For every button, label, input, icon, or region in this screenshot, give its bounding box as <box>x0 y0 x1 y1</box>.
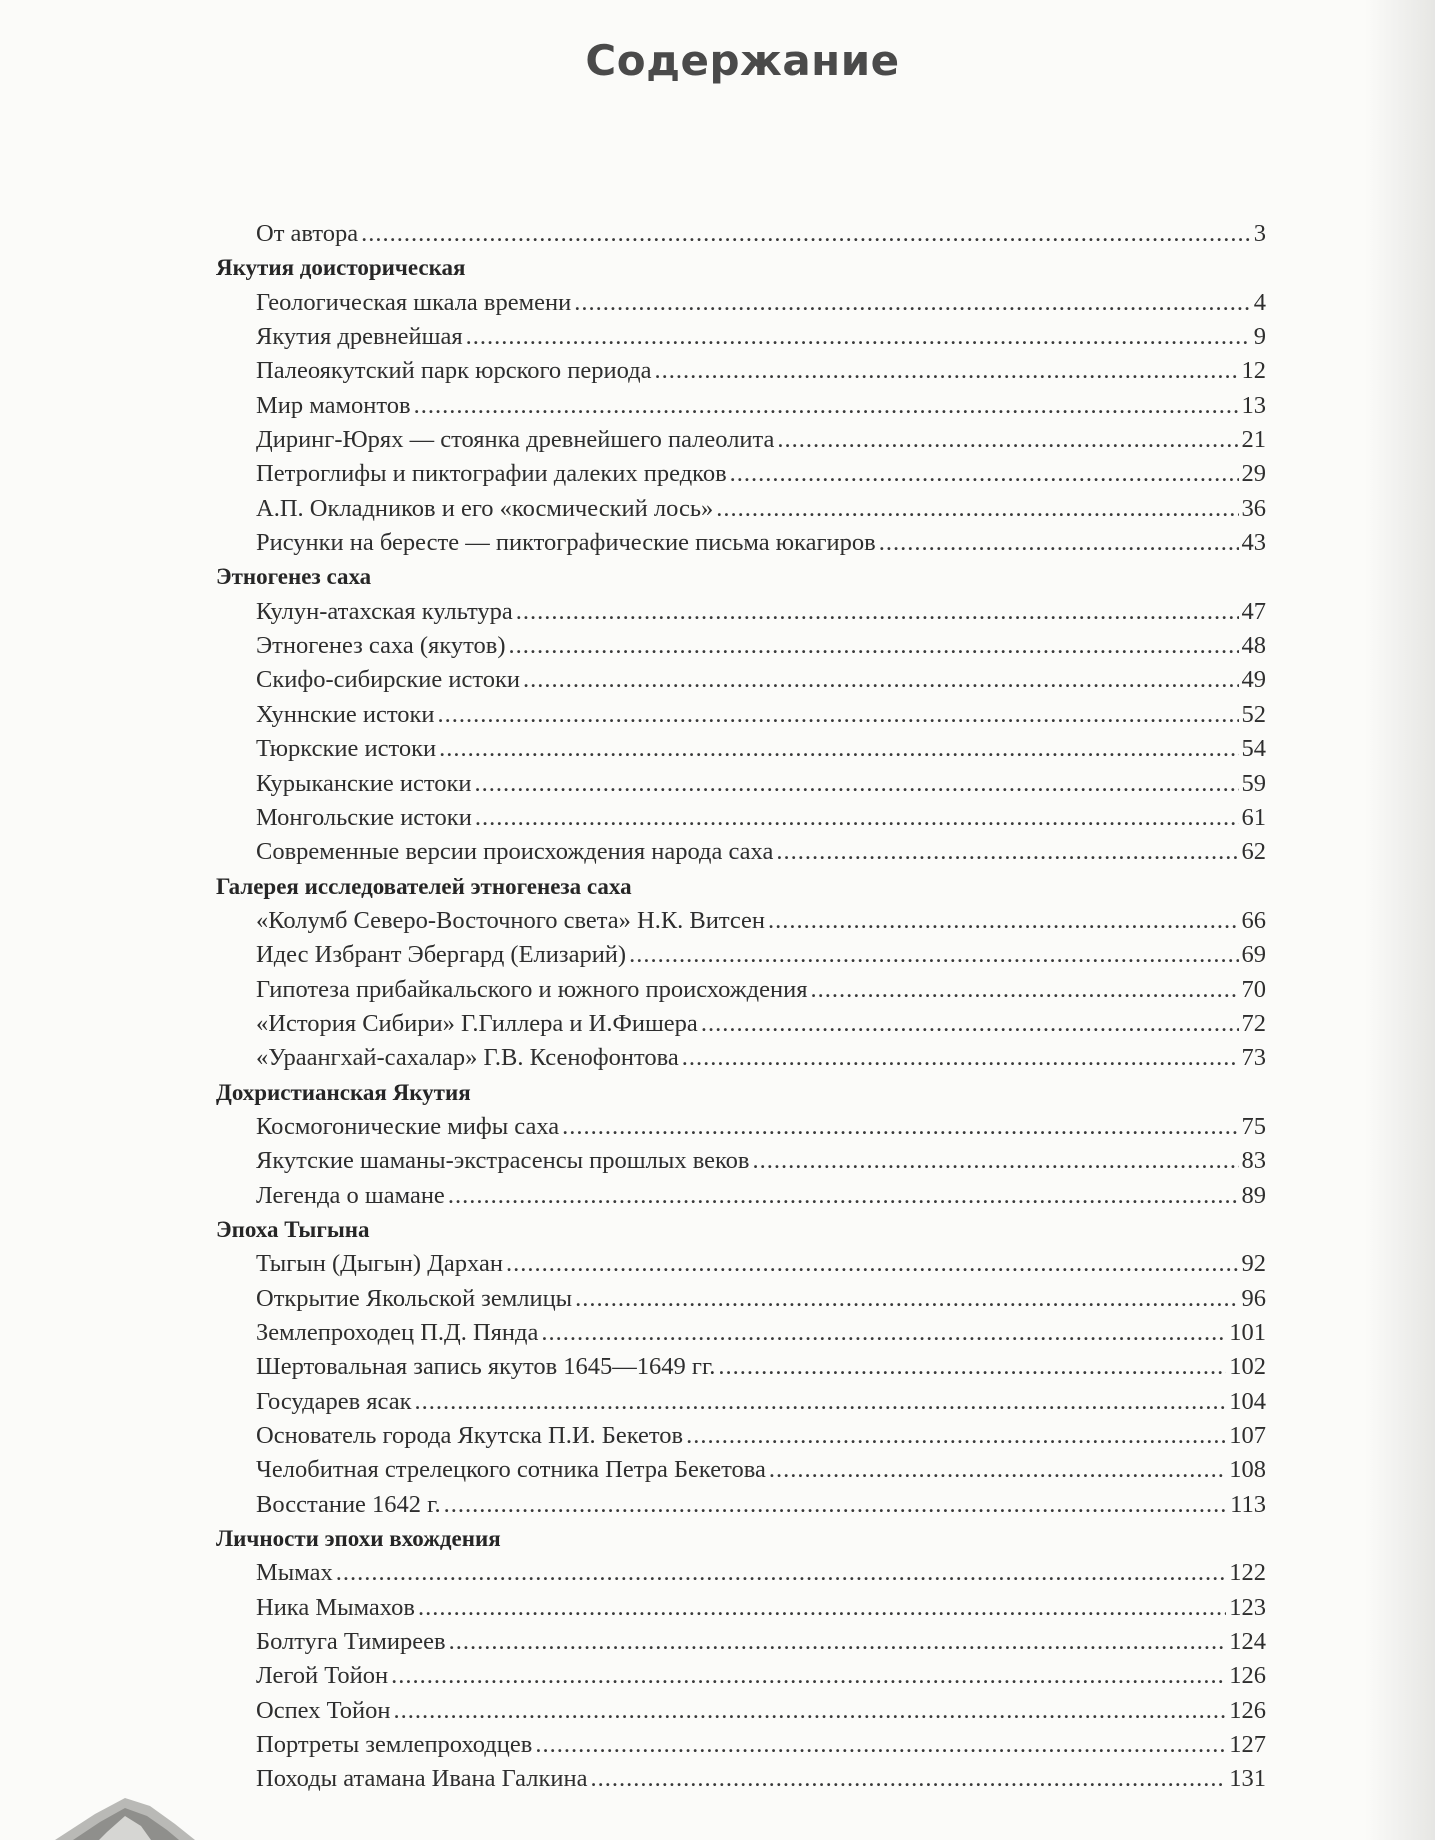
dot-leader <box>575 1282 1238 1316</box>
toc-entry-title: Болтуга Тимиреев <box>256 1628 446 1656</box>
toc-entry-page: 54 <box>1241 735 1266 763</box>
toc-entry-preface[interactable] <box>216 217 1266 251</box>
toc-entry[interactable] <box>216 1556 1266 1590</box>
page-title: Содержание <box>585 36 900 85</box>
toc-entry-page: 113 <box>1230 1490 1266 1518</box>
dot-leader <box>393 1694 1226 1728</box>
toc-entry[interactable] <box>216 904 1266 938</box>
dot-leader <box>509 629 1239 663</box>
toc-entry-page: 104 <box>1229 1387 1266 1415</box>
toc-entry-page: 4 <box>1253 288 1266 316</box>
toc-entry-page: 126 <box>1229 1696 1266 1724</box>
toc-entry-page: 69 <box>1241 941 1266 969</box>
toc-entry[interactable] <box>216 1419 1266 1453</box>
toc-entry-title: Мымах <box>256 1559 333 1587</box>
toc-entry[interactable] <box>216 1144 1266 1178</box>
toc-entry-page: 61 <box>1241 803 1266 831</box>
toc-entry-page: 75 <box>1241 1112 1266 1140</box>
toc-entry-page: 102 <box>1229 1353 1266 1381</box>
toc-entry[interactable] <box>216 1385 1266 1419</box>
toc-entry-title: Идес Избрант Эбергард (Елизарий) <box>256 941 627 969</box>
toc-entry-page: 72 <box>1241 1009 1266 1037</box>
toc-entry-title: Палеоякутский парк юрского периода <box>256 357 652 385</box>
toc-entry-title: Курыканские истоки <box>256 769 472 797</box>
dot-leader <box>701 1007 1239 1041</box>
toc-entry[interactable] <box>216 767 1266 801</box>
toc-entry[interactable] <box>216 423 1266 457</box>
toc-entry[interactable] <box>216 389 1266 423</box>
dot-leader <box>516 595 1239 629</box>
toc-section-heading[interactable]: Дохристианская Якутия <box>216 1079 471 1105</box>
dot-leader <box>686 1419 1226 1453</box>
toc-entry[interactable] <box>216 1316 1266 1350</box>
dot-leader <box>438 698 1239 732</box>
toc-entry[interactable] <box>216 1762 1266 1796</box>
toc-entry-page: 21 <box>1241 426 1266 454</box>
toc-entry-page: 89 <box>1241 1181 1266 1209</box>
toc-entry-title: Землепроходец П.Д. Пянда <box>256 1319 539 1346</box>
toc-entry-title: Скифо-сибирские истоки <box>256 666 520 694</box>
dot-leader <box>655 354 1239 388</box>
toc-entry-title: Якутские шаманы-экстрасенсы прошлых веков <box>256 1147 750 1175</box>
toc-section-heading[interactable]: Личности эпохи вхождения <box>216 1526 501 1552</box>
toc-entry-title: Шертовальная запись якутов 1645—1649 гг. <box>256 1353 716 1381</box>
toc-entry[interactable] <box>216 1041 1266 1075</box>
dot-leader <box>574 286 1251 320</box>
page-edge-shadow <box>1365 0 1435 1840</box>
toc-entry-title: Космогонические мифы саха <box>256 1112 560 1140</box>
toc-entry[interactable] <box>216 1350 1266 1384</box>
toc-entry-title: «История Сибири» Г.Гиллера и И.Фишера <box>256 1009 698 1037</box>
toc-entry[interactable] <box>216 320 1266 354</box>
dot-leader <box>418 1591 1226 1625</box>
dot-leader <box>391 1659 1226 1693</box>
toc-entry-title: Геологическая шкала времени <box>256 288 572 316</box>
dot-leader <box>879 526 1239 560</box>
toc-entry[interactable] <box>216 801 1266 835</box>
toc-entry[interactable] <box>216 1110 1266 1144</box>
dot-leader <box>414 389 1239 423</box>
toc-entry-title: «Ураангхай-сахалар» Г.В. Ксенофонтова <box>256 1044 679 1072</box>
toc-entry-page: 122 <box>1229 1559 1266 1587</box>
toc-entry[interactable] <box>216 1453 1266 1487</box>
toc-entry[interactable] <box>216 1591 1266 1625</box>
dot-leader <box>415 1385 1227 1419</box>
toc-entry-title: Этногенез саха (якутов) <box>256 632 506 660</box>
dot-leader <box>466 320 1251 354</box>
toc-entry-title: Диринг-Юрях — стоянка древнейшего палеолита <box>256 426 775 454</box>
toc-entry-page: 83 <box>1241 1147 1266 1175</box>
toc-entry-title: Рисунки на бересте — пиктографические письма юкагиров <box>256 529 876 557</box>
toc-entry-page: 92 <box>1241 1250 1266 1278</box>
dot-leader <box>475 801 1239 835</box>
toc-entry-title: Портреты землепроходцев <box>256 1731 533 1759</box>
toc-entry[interactable] <box>216 938 1266 972</box>
toc-entry-page: 3 <box>1253 220 1266 247</box>
toc-entry-page: 107 <box>1229 1422 1266 1450</box>
toc-entry[interactable] <box>216 698 1266 732</box>
toc-entry-title: Основатель города Якутска П.И. Бекетов <box>256 1422 684 1450</box>
toc-entry-title: Монгольские истоки <box>256 803 472 831</box>
toc-entry[interactable] <box>216 663 1266 697</box>
toc-section-heading[interactable]: Этногенез саха <box>216 564 372 590</box>
toc-entry-title: Петроглифы и пиктографии далеких предков <box>256 460 727 488</box>
toc-section-heading[interactable]: Якутия доисторическая <box>216 255 466 281</box>
toc-entry-page: 131 <box>1229 1765 1266 1793</box>
toc-entry-title: Тыгын (Дыгын) Дархан <box>256 1250 503 1278</box>
dot-leader <box>361 217 1251 251</box>
toc-entry[interactable] <box>216 1282 1266 1316</box>
toc-section-heading[interactable]: Галерея исследователей этногенеза саха <box>216 873 632 899</box>
dot-leader <box>629 938 1238 972</box>
toc-entry-title: Гипотеза прибайкальского и южного происхождения <box>256 975 808 1003</box>
toc-entry-page: 29 <box>1241 460 1266 488</box>
toc-entry-title: Ника Мымахов <box>256 1593 415 1621</box>
dot-leader <box>682 1041 1239 1075</box>
dot-leader <box>769 1453 1226 1487</box>
dot-leader <box>768 904 1238 938</box>
dot-leader <box>730 457 1239 491</box>
toc-entry-title: Восстание 1642 г. <box>256 1490 441 1518</box>
toc-entry[interactable] <box>216 835 1266 869</box>
toc-entry-page: 126 <box>1229 1662 1266 1690</box>
toc-entry[interactable] <box>216 1247 1266 1281</box>
toc-entry-title: Тюркские истоки <box>256 735 437 763</box>
toc-entry[interactable] <box>216 1659 1266 1693</box>
toc-entry[interactable] <box>216 1625 1266 1659</box>
dot-leader <box>444 1488 1228 1522</box>
toc-entry[interactable] <box>216 629 1266 663</box>
toc-entry-title: Оспех Тойон <box>256 1696 391 1724</box>
corner-ornament-image <box>55 1792 195 1840</box>
dot-leader <box>506 1247 1239 1281</box>
dot-leader <box>562 1110 1238 1144</box>
dot-leader <box>752 1144 1238 1178</box>
dot-leader <box>718 1350 1226 1384</box>
toc-entry[interactable] <box>216 526 1266 560</box>
dot-leader <box>535 1728 1226 1762</box>
toc-entry-page: 43 <box>1241 529 1266 557</box>
toc-entry-title: Хуннские истоки <box>256 700 435 728</box>
toc-entry[interactable] <box>216 732 1266 766</box>
dot-leader <box>541 1316 1226 1350</box>
toc-entry[interactable] <box>216 1728 1266 1762</box>
toc-entry[interactable] <box>216 457 1266 491</box>
toc-entry-page: 52 <box>1241 700 1266 728</box>
toc-entry-title: От автора <box>256 220 359 247</box>
toc-entry-title: Кулун-атахская культура <box>256 597 513 625</box>
toc-entry-title: Современные версии происхождения народа саха <box>256 838 774 866</box>
toc-entry-title: Легой Тойон <box>256 1662 389 1690</box>
toc-entry-page: 12 <box>1241 357 1266 385</box>
dot-leader <box>475 767 1239 801</box>
toc-entry-page: 70 <box>1241 975 1266 1003</box>
toc-entry-title: Якутия древнейшая <box>256 323 463 351</box>
toc-entry[interactable] <box>216 595 1266 629</box>
toc-entry-title: Легенда о шамане <box>256 1181 445 1209</box>
toc-entry-page: 49 <box>1241 666 1266 694</box>
toc-entry[interactable] <box>216 1694 1266 1728</box>
toc-entry-page: 9 <box>1253 323 1266 351</box>
table-of-contents <box>216 217 1266 1797</box>
toc-entry-page: 47 <box>1241 597 1266 625</box>
toc-entry[interactable] <box>216 492 1266 526</box>
toc-entry-title: Походы атамана Ивана Галкина <box>256 1765 588 1793</box>
toc-entry[interactable] <box>216 354 1266 388</box>
toc-entry[interactable] <box>216 1488 1266 1522</box>
toc-entry-page: 66 <box>1241 906 1266 934</box>
dot-leader <box>449 1625 1227 1659</box>
toc-entry-page: 73 <box>1241 1044 1266 1072</box>
toc-entry-page: 48 <box>1241 632 1266 660</box>
dot-leader <box>448 1179 1239 1213</box>
toc-entry-page: 36 <box>1241 494 1266 522</box>
dot-leader <box>777 423 1238 457</box>
toc-entry-page: 124 <box>1229 1628 1266 1656</box>
toc-entry-page: 127 <box>1229 1731 1266 1759</box>
dot-leader <box>811 973 1239 1007</box>
dot-leader <box>336 1556 1227 1590</box>
toc-entry-page: 62 <box>1241 838 1266 866</box>
toc-entry-title: Открытие Якольской землицы <box>256 1284 573 1312</box>
toc-entry-page: 108 <box>1229 1456 1266 1484</box>
toc-entry-page: 59 <box>1241 769 1266 797</box>
dot-leader <box>590 1762 1226 1796</box>
toc-entry-page: 96 <box>1241 1284 1266 1312</box>
toc-entry[interactable] <box>216 286 1266 320</box>
dot-leader <box>439 732 1238 766</box>
toc-entry-title: Государев ясак <box>256 1387 412 1415</box>
toc-entry-page: 13 <box>1241 391 1266 419</box>
dot-leader <box>776 835 1238 869</box>
dot-leader <box>523 663 1239 697</box>
toc-entry-title: «Колумб Северо-Восточного света» Н.К. Витсен <box>256 906 766 934</box>
toc-entry-page: 101 <box>1229 1319 1266 1346</box>
dot-leader <box>716 492 1238 526</box>
toc-entry-title: А.П. Окладников и его «космический лось» <box>256 494 714 522</box>
toc-entry[interactable] <box>216 973 1266 1007</box>
toc-section-heading[interactable]: Эпоха Тыгына <box>216 1216 370 1242</box>
toc-entry-title: Мир мамонтов <box>256 391 411 419</box>
toc-entry[interactable] <box>216 1007 1266 1041</box>
toc-entry-title: Челобитная стрелецкого сотника Петра Бекетова <box>256 1456 766 1484</box>
toc-entry-page: 123 <box>1229 1593 1266 1621</box>
toc-entry[interactable] <box>216 1179 1266 1213</box>
